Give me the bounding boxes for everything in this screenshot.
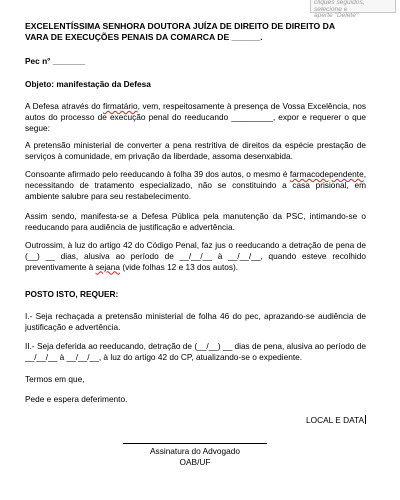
request-item-1: I.- Seja rechaçada a pretensão ministerial de folha 46 do pec, aprazando-se audiência de justificação e advertência.	[25, 311, 366, 332]
spelling-flag-sejana: sejana	[95, 261, 121, 272]
text-cursor	[365, 415, 366, 424]
closing-pede: Pede e espera deferimento.	[25, 394, 128, 404]
comment-bubble[interactable]	[310, 0, 396, 19]
paragraph-consoante-end: , necessitando de tratamento especializado, não se constituindo a casa prisional, em ambiente salubre para seu restabelecimento.	[25, 169, 366, 201]
addressee-line-2: VARA DE EXECUÇÕES PENAIS DA COMARCA DE ______.	[25, 31, 263, 42]
comment-line-2: aperte "Delete"	[314, 12, 359, 19]
paragraph-intro-end: , vem, respeitosamente à presença de Vossa Excelência, nos autos do processo de execução penal do reeducando _________, expor e requerer o que segue:	[25, 101, 366, 133]
comment-line-1: cliques seguidos, selecione e	[314, 0, 365, 13]
paragraph-intro	[25, 101, 366, 133]
request-item-2: II.- Seja deferida ao reeducando, detração de (__/__) __ dias de pena, alusiva ao período de __/__/__ à __/__/__, à luz do artigo 42 do CP, atualizando-se o expediente.	[25, 341, 366, 362]
signature-oab: OAB/UF	[179, 457, 211, 467]
pec-number: Pec n° _______	[25, 56, 86, 66]
addressee-line-1: EXCELENTÍSSIMA SENHORA DOUTORA JUÍZA DE DIREITO DE DIREITO DA	[25, 21, 336, 31]
paragraph-outrossim-end: (vide folhas 12 e 13 dos autos).	[120, 261, 239, 272]
spelling-flag-firmatario: firmatário	[103, 101, 138, 111]
addressee-heading	[25, 21, 366, 43]
paragraph-consoante-start: Consoante afirmado pelo reeducando à folha 39 dos autos, o mesmo é	[25, 169, 290, 179]
objeto-line: Objeto: manifestação da Defesa	[25, 79, 151, 89]
signature-name: Assinatura do Advogado	[150, 446, 240, 456]
paragraph-outrossim	[25, 240, 366, 272]
paragraph-assim: Assim sendo, manifesta-se a Defesa Pública pela manutenção da PSC, intimando-se o reeducando para audiência de justificação e advertência.	[25, 211, 366, 232]
posto-isto-heading: POSTO ISTO, REQUER:	[25, 289, 119, 299]
paragraph-intro-start: A Defesa através do	[25, 101, 104, 111]
spelling-flag-farmacodependente: farmacodependente	[289, 169, 364, 179]
signature-line	[123, 443, 267, 444]
local-date-text: LOCAL E DATA	[306, 415, 364, 425]
paragraph-pretensao: A pretensão ministerial de converter a pena restritiva de direitos da espécie prestação de serviços à comunidade, em privação da liberdade, assoma desenxabida.	[25, 140, 366, 161]
closing-termos: Termos em que,	[25, 374, 85, 384]
paragraph-consoante	[25, 169, 366, 201]
local-date[interactable]	[306, 415, 366, 425]
paragraph-outrossim-start: Outrossim, à luz do artigo 42 do Código Penal, faz jus o reeducando a detração de pena de (__) __ dias, alusiva ao período de __/__/__ à __/__/__, quando esteve recolhido preventivamente à	[25, 240, 366, 272]
